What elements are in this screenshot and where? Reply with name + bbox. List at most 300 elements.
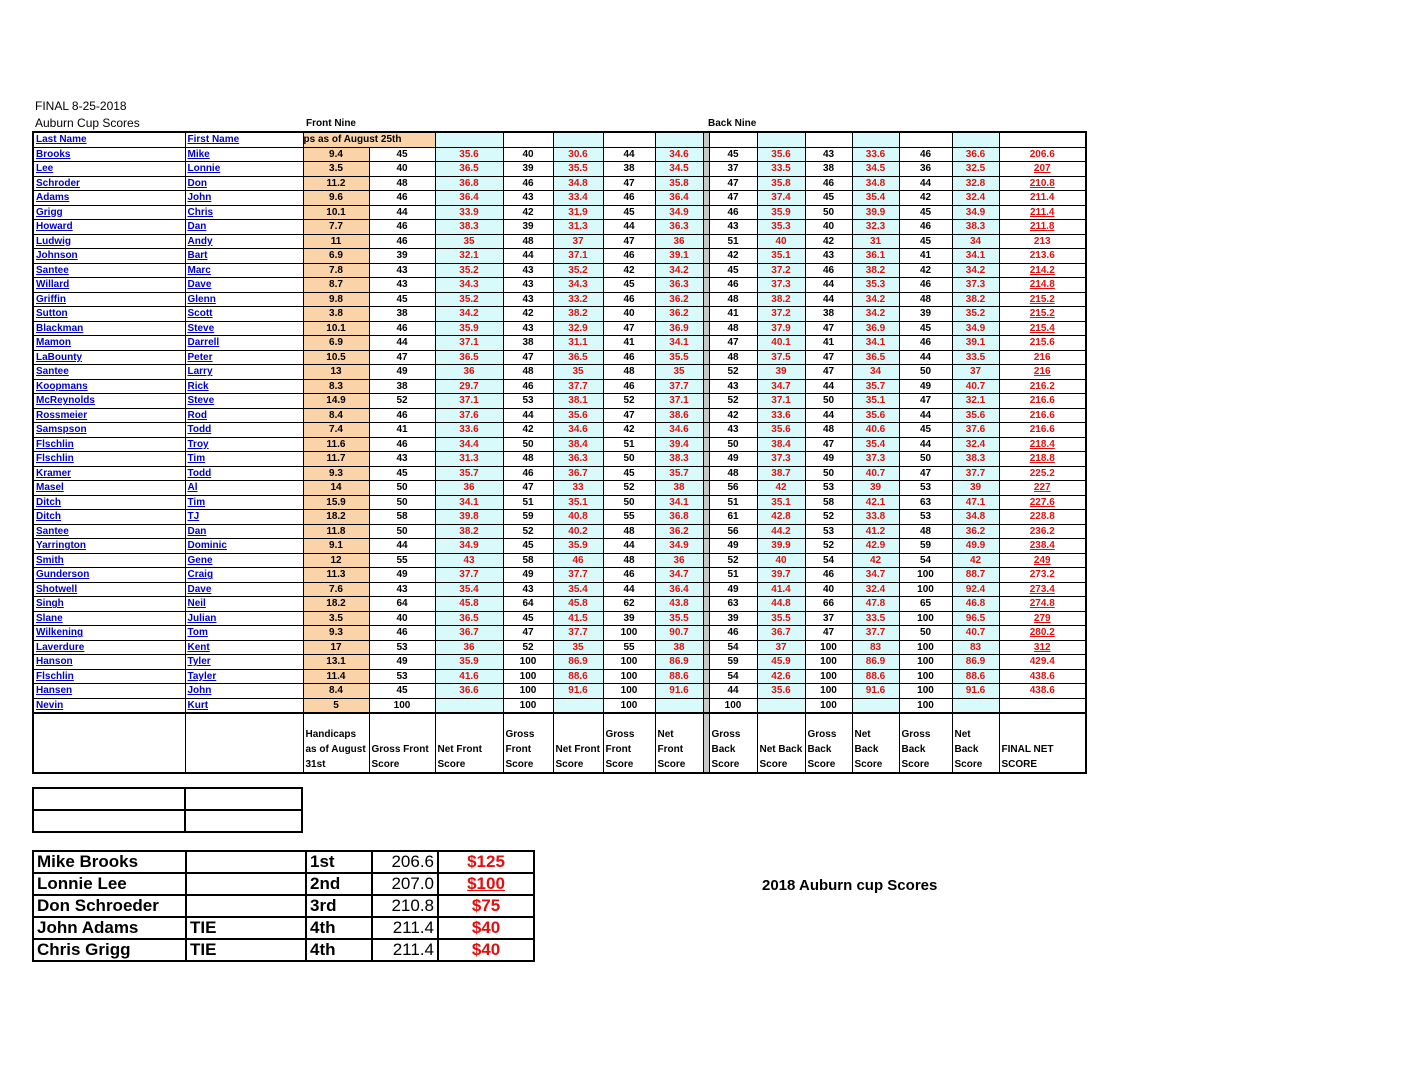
first-name-cell: Tayler — [185, 669, 303, 684]
gross-front-1-cell: 45 — [369, 466, 435, 481]
net-front-3-cell: 35.5 — [655, 350, 703, 365]
table-row — [33, 568, 1086, 583]
gross-back-1-cell: 56 — [709, 481, 757, 496]
net-back-3-cell: 91.6 — [952, 684, 999, 699]
gross-front-1-cell: 44 — [369, 336, 435, 351]
net-front-3-cell: 36.2 — [655, 307, 703, 322]
footer-label: Net Back Score — [852, 713, 899, 773]
footer-label: Handicaps as of August 31st — [303, 713, 369, 773]
net-back-3-cell: 37.3 — [952, 278, 999, 293]
gross-back-1-cell: 52 — [709, 365, 757, 380]
gross-back-2-cell: 50 — [805, 205, 852, 220]
net-front-3-cell: 37.7 — [655, 379, 703, 394]
final-net-score-cell: 215.4 — [999, 321, 1086, 336]
footer-label: Net Front Score — [553, 713, 603, 773]
gross-back-1-cell: 51 — [709, 234, 757, 249]
net-front-2-cell: 35 — [553, 640, 603, 655]
handicap-cell: 6.9 — [303, 336, 369, 351]
first-name-cell: John — [185, 684, 303, 699]
final-net-score-cell: 216 — [999, 365, 1086, 380]
prize-amount: $125 — [467, 852, 505, 871]
winner-row — [33, 917, 534, 939]
net-front-3-cell: 34.9 — [655, 539, 703, 554]
gross-back-1-cell: 52 — [709, 553, 757, 568]
last-name-cell: Santee — [33, 365, 185, 380]
handicap-cell: 11.7 — [303, 452, 369, 467]
final-net-score-cell: 211.4 — [999, 205, 1086, 220]
net-back-2-cell: 42.1 — [852, 495, 899, 510]
gross-front-3-cell: 50 — [603, 495, 655, 510]
net-front-2-cell: 40.2 — [553, 524, 603, 539]
winner-place: 2nd — [306, 873, 372, 895]
sheet-subtitle: Auburn Cup Scores — [35, 116, 140, 130]
gross-front-2-cell: 45 — [503, 539, 553, 554]
net-back-2-cell: 37.7 — [852, 626, 899, 641]
gross-back-1-cell: 39 — [709, 611, 757, 626]
gross-front-1-cell: 100 — [369, 698, 435, 713]
final-net-score-cell: 438.6 — [999, 684, 1086, 699]
net-back-1-cell: 37.2 — [757, 307, 805, 322]
gross-back-2-cell: 100 — [805, 684, 852, 699]
net-back-1-cell: 37.3 — [757, 452, 805, 467]
final-net-score-cell: 213 — [999, 234, 1086, 249]
gross-front-1-cell: 39 — [369, 249, 435, 264]
summary-title: 2018 Auburn cup Scores — [762, 877, 938, 894]
gross-back-2-cell: 47 — [805, 365, 852, 380]
gross-front-3-cell: 45 — [603, 205, 655, 220]
table-row — [33, 394, 1086, 409]
handicap-cell: 9.3 — [303, 626, 369, 641]
net-front-2-cell: 35.6 — [553, 408, 603, 423]
net-back-1-cell: 42.8 — [757, 510, 805, 525]
footer-label: Gross Back Score — [805, 713, 852, 773]
last-name-cell: McReynolds — [33, 394, 185, 409]
net-front-3-cell: 36 — [655, 234, 703, 249]
net-front-2-cell: 34.8 — [553, 176, 603, 191]
net-back-2-cell: 35.6 — [852, 408, 899, 423]
handicap-cell: 3.5 — [303, 611, 369, 626]
gross-front-3-cell: 41 — [603, 336, 655, 351]
table-row — [33, 437, 1086, 452]
header-cell — [603, 132, 655, 147]
handicap-cell: 9.1 — [303, 539, 369, 554]
net-back-3-cell: 40.7 — [952, 379, 999, 394]
header-cell — [435, 132, 503, 147]
first-name-cell: Dave — [185, 582, 303, 597]
gross-back-3-cell: 63 — [899, 495, 952, 510]
gross-front-3-cell: 55 — [603, 640, 655, 655]
final-net-score-cell: 216.6 — [999, 423, 1086, 438]
net-front-2-cell: 38.1 — [553, 394, 603, 409]
final-net-score-cell: 225.2 — [999, 466, 1086, 481]
net-front-2-cell: 86.9 — [553, 655, 603, 670]
net-front-3-cell: 86.9 — [655, 655, 703, 670]
gross-front-2-cell: 50 — [503, 437, 553, 452]
gross-back-2-cell: 50 — [805, 466, 852, 481]
first-name-cell: Tom — [185, 626, 303, 641]
table-row — [33, 495, 1086, 510]
gross-back-3-cell: 44 — [899, 350, 952, 365]
net-back-1-cell: 35.9 — [757, 205, 805, 220]
gross-front-2-cell: 47 — [503, 626, 553, 641]
gross-back-2-cell: 47 — [805, 437, 852, 452]
net-front-2-cell: 37 — [553, 234, 603, 249]
gross-back-3-cell: 45 — [899, 423, 952, 438]
gross-front-3-cell: 46 — [603, 350, 655, 365]
net-front-2-cell: 37.7 — [553, 626, 603, 641]
gross-back-2-cell: 66 — [805, 597, 852, 612]
gross-back-3-cell: 53 — [899, 481, 952, 496]
gross-back-3-cell: 48 — [899, 292, 952, 307]
first-name-cell: Al — [185, 481, 303, 496]
table-row — [33, 684, 1086, 699]
first-name-cell: Lonnie — [185, 162, 303, 177]
final-net-score-cell: 228.8 — [999, 510, 1086, 525]
table-row — [33, 611, 1086, 626]
gross-back-3-cell: 100 — [899, 611, 952, 626]
gross-front-3-cell: 44 — [603, 147, 655, 162]
net-back-3-cell: 38.3 — [952, 452, 999, 467]
final-net-score-cell: 216.6 — [999, 394, 1086, 409]
header-cell — [655, 132, 703, 147]
gross-back-3-cell: 50 — [899, 626, 952, 641]
gross-front-3-cell: 46 — [603, 379, 655, 394]
last-name-cell: Yarrington — [33, 539, 185, 554]
net-back-2-cell: 41.2 — [852, 524, 899, 539]
gross-front-3-cell: 100 — [603, 669, 655, 684]
table-row — [33, 162, 1086, 177]
table-row — [33, 191, 1086, 206]
gross-front-2-cell: 52 — [503, 524, 553, 539]
gross-front-1-cell: 47 — [369, 350, 435, 365]
net-back-1-cell: 35.1 — [757, 249, 805, 264]
final-net-score-cell: 215.2 — [999, 292, 1086, 307]
final-net-score-cell: 207 — [999, 162, 1086, 177]
gross-front-1-cell: 50 — [369, 495, 435, 510]
handicap-cell: 14 — [303, 481, 369, 496]
net-back-2-cell: 34 — [852, 365, 899, 380]
front-nine-label: Front Nine — [306, 118, 356, 129]
gross-back-2-cell: 43 — [805, 147, 852, 162]
handicap-cell: 3.5 — [303, 162, 369, 177]
first-name-cell: Tyler — [185, 655, 303, 670]
net-back-2-cell: 35.3 — [852, 278, 899, 293]
scores-table — [32, 131, 1087, 774]
gross-back-3-cell: 48 — [899, 524, 952, 539]
header-cell — [999, 132, 1086, 147]
net-back-1-cell: 37.4 — [757, 191, 805, 206]
gross-front-1-cell: 53 — [369, 640, 435, 655]
net-back-2-cell: 36.9 — [852, 321, 899, 336]
table-row — [33, 205, 1086, 220]
net-front-2-cell: 32.9 — [553, 321, 603, 336]
first-name-cell: Chris — [185, 205, 303, 220]
gross-front-2-cell: 39 — [503, 162, 553, 177]
gross-back-1-cell: 49 — [709, 539, 757, 554]
first-name-cell: TJ — [185, 510, 303, 525]
gross-front-3-cell: 45 — [603, 278, 655, 293]
first-name-cell: Scott — [185, 307, 303, 322]
gross-back-2-cell: 49 — [805, 452, 852, 467]
gross-back-1-cell: 48 — [709, 292, 757, 307]
handicap-cell: 7.7 — [303, 220, 369, 235]
net-back-3-cell: 86.9 — [952, 655, 999, 670]
net-back-2-cell: 34.5 — [852, 162, 899, 177]
net-front-1-cell: 36.7 — [435, 626, 503, 641]
gross-front-3-cell: 51 — [603, 437, 655, 452]
net-front-2-cell: 45.8 — [553, 597, 603, 612]
net-front-1-cell: 31.3 — [435, 452, 503, 467]
table-row — [33, 539, 1086, 554]
net-back-2-cell: 88.6 — [852, 669, 899, 684]
gross-back-3-cell: 50 — [899, 452, 952, 467]
net-front-1-cell: 35.9 — [435, 321, 503, 336]
winner-score: 211.4 — [372, 939, 438, 961]
net-back-3-cell: 33.5 — [952, 350, 999, 365]
gross-front-3-cell: 38 — [603, 162, 655, 177]
gross-front-1-cell: 50 — [369, 524, 435, 539]
handicap-cell: 7.8 — [303, 263, 369, 278]
net-front-3-cell: 37.1 — [655, 394, 703, 409]
gross-front-2-cell: 38 — [503, 336, 553, 351]
net-front-3-cell: 34.5 — [655, 162, 703, 177]
gross-back-3-cell: 46 — [899, 278, 952, 293]
gross-back-3-cell: 46 — [899, 147, 952, 162]
final-net-score-cell: 249 — [999, 553, 1086, 568]
last-name-cell: Hanson — [33, 655, 185, 670]
handicap-cell: 8.3 — [303, 379, 369, 394]
gross-front-3-cell: 45 — [603, 466, 655, 481]
net-front-3-cell: 39.4 — [655, 437, 703, 452]
net-front-2-cell: 88.6 — [553, 669, 603, 684]
last-name-cell: Smith — [33, 553, 185, 568]
final-net-score-cell — [999, 698, 1086, 713]
final-net-score-cell: 227 — [999, 481, 1086, 496]
net-back-3-cell: 88.7 — [952, 568, 999, 583]
gross-back-1-cell: 46 — [709, 626, 757, 641]
gross-front-1-cell: 41 — [369, 423, 435, 438]
first-name-cell: Don — [185, 176, 303, 191]
final-net-score-cell: 279 — [999, 611, 1086, 626]
net-back-3-cell: 83 — [952, 640, 999, 655]
gross-front-2-cell: 64 — [503, 597, 553, 612]
first-name-cell: Kent — [185, 640, 303, 655]
gross-back-2-cell: 100 — [805, 669, 852, 684]
gross-front-1-cell: 49 — [369, 568, 435, 583]
net-back-3-cell: 32.1 — [952, 394, 999, 409]
table-row — [33, 452, 1086, 467]
first-name-cell: Glenn — [185, 292, 303, 307]
handicap-cell: 11 — [303, 234, 369, 249]
net-front-1-cell: 36 — [435, 365, 503, 380]
final-net-score-cell: 273.4 — [999, 582, 1086, 597]
net-front-2-cell: 31.9 — [553, 205, 603, 220]
net-back-1-cell: 35.6 — [757, 684, 805, 699]
net-front-1-cell: 37.6 — [435, 408, 503, 423]
gross-front-3-cell: 62 — [603, 597, 655, 612]
footer-blank-cell — [185, 713, 303, 773]
footer-label: FINAL NET SCORE — [999, 713, 1086, 773]
gross-back-2-cell: 40 — [805, 220, 852, 235]
net-back-2-cell: 35.7 — [852, 379, 899, 394]
final-net-score-cell: 438.6 — [999, 669, 1086, 684]
table-row — [33, 553, 1086, 568]
net-back-2-cell: 31 — [852, 234, 899, 249]
first-name-cell: Larry — [185, 365, 303, 380]
handicap-cell: 7.6 — [303, 582, 369, 597]
net-front-1-cell: 38.2 — [435, 524, 503, 539]
net-front-2-cell: 38.2 — [553, 307, 603, 322]
gross-back-2-cell: 38 — [805, 307, 852, 322]
net-back-2-cell: 34.8 — [852, 176, 899, 191]
blank-cell — [185, 810, 302, 832]
last-name-cell: Laverdure — [33, 640, 185, 655]
net-back-2-cell: 39 — [852, 481, 899, 496]
net-back-2-cell: 35.1 — [852, 394, 899, 409]
last-name-cell: Santee — [33, 263, 185, 278]
net-front-3-cell — [655, 698, 703, 713]
table-row — [33, 263, 1086, 278]
gross-front-2-cell: 58 — [503, 553, 553, 568]
net-front-2-cell: 35 — [553, 365, 603, 380]
net-back-3-cell: 37.7 — [952, 466, 999, 481]
net-front-3-cell: 34.1 — [655, 336, 703, 351]
net-front-3-cell: 34.9 — [655, 205, 703, 220]
gross-back-3-cell: 45 — [899, 205, 952, 220]
net-front-3-cell: 88.6 — [655, 669, 703, 684]
first-name-cell: Julian — [185, 611, 303, 626]
gross-front-1-cell: 46 — [369, 408, 435, 423]
footer-label: Net Front Score — [655, 713, 703, 773]
handicap-cell: 8.4 — [303, 408, 369, 423]
winner-name: Chris Grigg — [33, 939, 186, 961]
first-name-cell: Rod — [185, 408, 303, 423]
gross-front-1-cell: 45 — [369, 292, 435, 307]
net-front-1-cell: 34.4 — [435, 437, 503, 452]
table-row — [33, 220, 1086, 235]
gross-front-1-cell: 46 — [369, 321, 435, 336]
first-name-header: First Name — [185, 132, 303, 147]
gross-back-1-cell: 51 — [709, 495, 757, 510]
net-back-1-cell: 37.3 — [757, 278, 805, 293]
net-back-1-cell: 34.7 — [757, 379, 805, 394]
final-net-score-cell: 210.8 — [999, 176, 1086, 191]
final-date-label: FINAL 8-25-2018 — [35, 99, 127, 113]
net-front-1-cell: 36 — [435, 481, 503, 496]
final-net-score-cell: 211.8 — [999, 220, 1086, 235]
gross-front-1-cell: 58 — [369, 510, 435, 525]
net-back-1-cell: 35.6 — [757, 147, 805, 162]
net-front-3-cell: 36 — [655, 553, 703, 568]
net-back-1-cell — [757, 698, 805, 713]
gross-front-2-cell: 43 — [503, 582, 553, 597]
net-back-1-cell: 39.7 — [757, 568, 805, 583]
gross-back-3-cell: 42 — [899, 191, 952, 206]
net-back-2-cell: 37.3 — [852, 452, 899, 467]
net-back-3-cell: 34.1 — [952, 249, 999, 264]
gross-front-1-cell: 49 — [369, 365, 435, 380]
net-front-2-cell: 91.6 — [553, 684, 603, 699]
prize-amount: $100 — [467, 874, 505, 893]
gross-back-2-cell: 47 — [805, 626, 852, 641]
net-back-1-cell: 40.1 — [757, 336, 805, 351]
header-cell — [553, 132, 603, 147]
gross-back-2-cell: 52 — [805, 510, 852, 525]
gross-back-3-cell: 41 — [899, 249, 952, 264]
net-back-3-cell: 34.9 — [952, 321, 999, 336]
first-name-cell: Steve — [185, 321, 303, 336]
gross-back-2-cell: 37 — [805, 611, 852, 626]
gross-back-2-cell: 44 — [805, 408, 852, 423]
net-front-1-cell: 34.2 — [435, 307, 503, 322]
gross-front-3-cell: 48 — [603, 553, 655, 568]
table-row — [33, 640, 1086, 655]
table-row — [33, 292, 1086, 307]
net-back-2-cell: 35.4 — [852, 437, 899, 452]
gross-back-2-cell: 43 — [805, 249, 852, 264]
handicap-cell: 17 — [303, 640, 369, 655]
gross-back-2-cell: 44 — [805, 278, 852, 293]
last-name-cell: Masel — [33, 481, 185, 496]
table-row — [33, 423, 1086, 438]
net-front-1-cell: 39.8 — [435, 510, 503, 525]
gross-front-1-cell: 46 — [369, 220, 435, 235]
last-name-cell: Adams — [33, 191, 185, 206]
net-back-2-cell: 36.5 — [852, 350, 899, 365]
final-net-score-cell: 213.6 — [999, 249, 1086, 264]
net-back-2-cell: 39.9 — [852, 205, 899, 220]
net-front-1-cell: 32.1 — [435, 249, 503, 264]
handicap-header: ps as of August 25th — [303, 132, 435, 147]
net-front-1-cell: 36.6 — [435, 684, 503, 699]
gross-front-3-cell: 44 — [603, 582, 655, 597]
gross-front-2-cell: 43 — [503, 263, 553, 278]
net-front-3-cell: 34.2 — [655, 263, 703, 278]
table-row — [33, 524, 1086, 539]
header-cell — [805, 132, 852, 147]
gross-front-2-cell: 46 — [503, 379, 553, 394]
gross-front-2-cell: 51 — [503, 495, 553, 510]
net-back-1-cell: 42.6 — [757, 669, 805, 684]
net-back-1-cell: 44.2 — [757, 524, 805, 539]
last-name-cell: Brooks — [33, 147, 185, 162]
gross-front-1-cell: 46 — [369, 437, 435, 452]
last-name-cell: Sutton — [33, 307, 185, 322]
gross-back-3-cell: 49 — [899, 379, 952, 394]
last-name-cell: Willard — [33, 278, 185, 293]
net-front-3-cell: 35.5 — [655, 611, 703, 626]
table-row — [33, 321, 1086, 336]
net-back-3-cell: 40.7 — [952, 626, 999, 641]
gross-back-2-cell: 100 — [805, 655, 852, 670]
final-net-score-cell: 216.2 — [999, 379, 1086, 394]
handicap-cell: 10.1 — [303, 205, 369, 220]
first-name-cell: Bart — [185, 249, 303, 264]
net-back-1-cell: 35.8 — [757, 176, 805, 191]
first-name-cell: Todd — [185, 466, 303, 481]
gross-front-2-cell: 43 — [503, 292, 553, 307]
net-front-2-cell: 35.9 — [553, 539, 603, 554]
net-back-3-cell: 39 — [952, 481, 999, 496]
gross-front-3-cell: 48 — [603, 524, 655, 539]
winner-prize — [438, 851, 534, 873]
gross-back-1-cell: 47 — [709, 336, 757, 351]
gross-back-3-cell: 39 — [899, 307, 952, 322]
first-name-cell: Peter — [185, 350, 303, 365]
winner-prize — [438, 895, 534, 917]
net-front-1-cell — [435, 698, 503, 713]
gross-back-2-cell: 100 — [805, 640, 852, 655]
